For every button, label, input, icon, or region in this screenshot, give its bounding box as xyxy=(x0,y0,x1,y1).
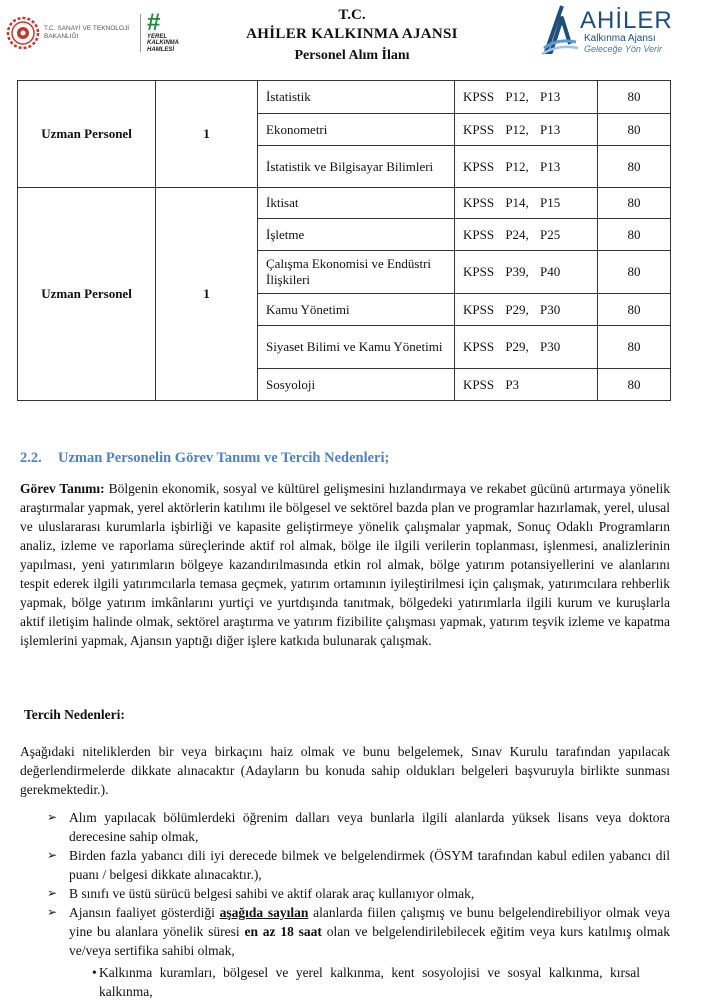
arrow-bullet-icon: ➢ xyxy=(47,886,58,900)
ahiler-brand-subtitle: Kalkınma Ajansı xyxy=(584,33,656,44)
field-cell: İstatistik xyxy=(258,81,455,114)
exam-cell: KPSS P14, P15 xyxy=(455,188,598,219)
logo-divider xyxy=(140,14,141,52)
arrow-bullet-icon: ➢ xyxy=(47,848,58,862)
field-cell: İstatistik ve Bilgisayar Bilimleri xyxy=(258,146,455,188)
position-cell: Uzman Personel xyxy=(18,188,156,401)
arrow-bullet-icon: ➢ xyxy=(47,905,58,919)
table-row xyxy=(18,81,671,114)
ministry-gear-icon xyxy=(6,16,40,50)
document-header xyxy=(222,6,482,67)
score-cell: 80 xyxy=(598,114,671,146)
table-row xyxy=(18,188,671,219)
ministry-logo xyxy=(6,16,134,50)
score-cell: 80 xyxy=(598,369,671,401)
field-cell: Siyaset Bilimi ve Kamu Yönetimi xyxy=(258,326,455,369)
list-item-text: olan ve belgelendirilebilecek eğitim veya kurs katılmış olmak ve/veya sertifika sahibi olmak, xyxy=(69,924,671,958)
preference-heading: Tercih Nedenleri: xyxy=(24,707,125,722)
section-title: Uzman Personelin Görev Tanımı ve Tercih Nedenleri; xyxy=(58,450,390,466)
ahiler-logo xyxy=(540,4,705,56)
position-cell: Uzman Personel xyxy=(18,81,156,188)
list-item-text: B sınıfı ve üstü sürücü belgesi sahibi ve aktif olarak araç kullanıyor olmak, xyxy=(69,886,475,901)
job-description xyxy=(20,479,670,650)
ministry-name: T.C. SANAYİ VE TEKNOLOJİ BAKANLIĞI xyxy=(44,25,130,40)
hashtag-icon: # xyxy=(147,8,161,36)
ahiler-mark-icon xyxy=(540,4,580,56)
exam-cell: KPSS P24, P25 xyxy=(455,219,598,251)
score-cell: 80 xyxy=(598,219,671,251)
field-cell: Ekonometri xyxy=(258,114,455,146)
arrow-bullet-icon: ➢ xyxy=(47,810,58,824)
field-cell: Çalışma Ekonomisi ve Endüstri İlişkileri xyxy=(258,251,455,294)
score-cell: 80 xyxy=(598,81,671,114)
exam-cell: KPSS P12, P13 xyxy=(455,114,598,146)
list-item xyxy=(20,963,640,1001)
hashtag-text: YEREL KALKINMA HAMLESİ xyxy=(147,33,179,53)
exam-cell: KPSS P29, P30 xyxy=(455,294,598,326)
positions-table xyxy=(17,80,671,401)
count-cell: 1 xyxy=(156,188,258,401)
list-item-text: Ajansın faaliyet gösterdiği xyxy=(69,905,220,920)
score-cell: 80 xyxy=(598,146,671,188)
list-item-text: Alım yapılacak bölümlerdeki öğrenim dalları veya bunlarla ilgili alanlarda yüksek lisans veya doktora derecesine sahip olmak, xyxy=(69,810,670,844)
field-cell: İktisat xyxy=(258,188,455,219)
field-cell: İşletme xyxy=(258,219,455,251)
field-cell: Sosyoloji xyxy=(258,369,455,401)
list-item-text: alanlarda fiilen çalışmış ve bunu belgelendirebiliyor olmak veya yine bu alanlara yönelik süresi xyxy=(69,905,670,939)
list-item xyxy=(20,884,670,903)
section-number: 2.2. xyxy=(20,450,42,466)
bullet-icon: • xyxy=(92,965,97,980)
field-cell: Kamu Yönetimi xyxy=(258,294,455,326)
score-cell: 80 xyxy=(598,326,671,369)
exam-cell: KPSS P39, P40 xyxy=(455,251,598,294)
list-item-text: Birden fazla yabancı dili iyi derecede bilmek ve belgelendirmek (ÖSYM tarafından kabul edilen yabancı dil puanı / belgesi dikkate alınacaktır.), xyxy=(69,848,670,882)
count-cell: 1 xyxy=(156,81,258,188)
exam-cell: KPSS P29, P30 xyxy=(455,326,598,369)
header-agency-name: AHİLER KALKINMA AJANSI xyxy=(246,26,458,42)
list-item-text: Kalkınma kuramları, bölgesel ve yerel kalkınma, kent sosyolojisi ve sosyal kalkınma, kırsal kalkınma, xyxy=(99,965,640,999)
job-description-text: Bölgenin ekonomik, sosyal ve kültürel gelişmesini hızlandırmaya ve rekabet gücünü artırmaya yönelik araştırmalar yapmak, yerel aktörlerin katılımı ile bölgesel ve sektörel bazda plan ve programlar hazırlamak, yerel, ulusal ve uluslararası kurumlarla işbirliği ve kapasite geliştirmeye yönelik çalışmalar yapmak, Sonuç Odaklı Programların analiz, izleme ve raporlama süreçlerinde aktif rol almak, bölge ile ilgili verilerin toplanması, işlenmesi, analizlerinin yapılması, yeni yatırımların bölgeye kazandırılmasında etkin rol almak, bölge yatırım potansiyellerini ve alanlarını tespit ederek ilgili yatırımcılarla temasa geçmek, yatırım ortamının iyileştirilmesi için çalışmak, yatırımcılara rehberlik yapmak, bölge yatırım imkânlarını yurtiçi ve yurtdışında tanıtmak, bölgedeki yatırımlarla ilgili kurum ve kuruşlarla aktif iletişim halinde olmak, sektörel araştırma ve yatırım fizibilite çalışması yapmak, yatırım teşvik izleme ve kapatma işlemlerini yapmak, Ajansın yaptığı diğer işlere katkıda bulunarak çalışmak. xyxy=(20,481,670,648)
underlined-text: aşağıda sayılan xyxy=(219,905,309,920)
hashtag-logo xyxy=(147,8,193,54)
list-item xyxy=(20,808,670,846)
score-cell: 80 xyxy=(598,294,671,326)
exam-cell: KPSS P12, P13 xyxy=(455,146,598,188)
exam-cell: KPSS P3 xyxy=(455,369,598,401)
score-cell: 80 xyxy=(598,188,671,219)
list-item xyxy=(20,846,670,884)
job-description-label: Görev Tanımı: xyxy=(20,481,105,496)
sub-list xyxy=(20,963,640,1001)
exam-cell: KPSS P12, P13 xyxy=(455,81,598,114)
section-heading xyxy=(20,450,389,467)
preference-intro: Aşağıdaki niteliklerden bir veya birkaçını haiz olmak ve bunu belgelemek, Sınav Kurulu tarafından yapılacak değerlendirmelerde dikkate alınacaktır (Adayların bu konuda sahip oldukları belgeleri başvuruyla birlikte sunması gerekmektedir.). xyxy=(20,744,670,797)
ministry-logo-group xyxy=(6,8,222,58)
preference-list xyxy=(20,808,670,960)
ahiler-brand-slogan: Geleceğe Yön Verir xyxy=(584,44,663,54)
header-line-1: T.C. xyxy=(338,7,366,23)
bold-duration: en az 18 saat xyxy=(244,924,322,939)
list-item xyxy=(20,903,670,960)
score-cell: 80 xyxy=(598,251,671,294)
header-announcement-title: Personel Alım İlanı xyxy=(294,48,410,63)
ahiler-brand-name: AHİLER xyxy=(580,7,673,34)
